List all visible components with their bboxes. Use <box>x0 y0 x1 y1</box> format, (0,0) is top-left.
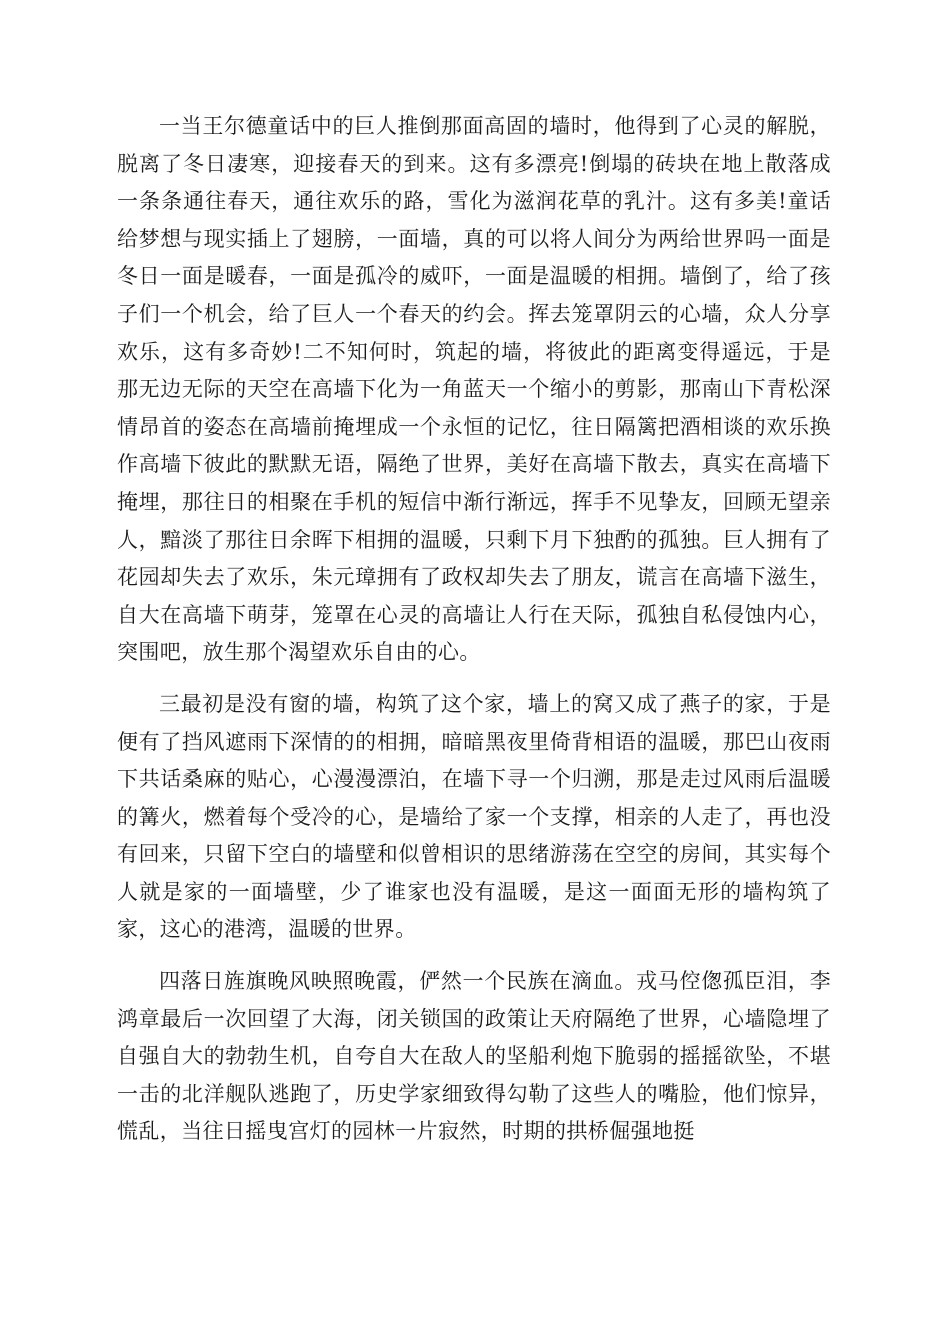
document-body <box>117 108 831 1151</box>
paragraph-2: 三最初是没有窗的墙，构筑了这个家，墙上的窝又成了燕子的家，于是便有了挡风遮雨下深情的的相拥，暗暗黑夜里倚背相语的温暖，那巴山夜雨下共话桑麻的贴心，心漫漫漂泊，在墙下寻一个归溯，那是走过风雨后温暖的篝火，燃着每个受冷的心，是墙给了家一个支撑，相亲的人走了，再也没有回来，只留下空白的墙壁和似曾相识的思绪游荡在空空的房间，其实每个人就是家的一面墙壁，少了谁家也没有温暖，是这一面面无形的墙构筑了家，这心的港湾，温暖的世界。 <box>117 691 831 942</box>
paragraph-1: 一当王尔德童话中的巨人推倒那面高固的墙时，他得到了心灵的解脱，脱离了冬日凄寒，迎接春天的到来。这有多漂亮!倒塌的砖块在地上散落成一条条通往春天，通往欢乐的路，雪化为滋润花草的乳汁。这有多美!童话给梦想与现实插上了翅膀，一面墙，真的可以将人间分为两给世界吗一面是冬日一面是暖春，一面是孤冷的威吓，一面是温暖的相拥。墙倒了，给了孩子们一个机会，给了巨人一个春天的约会。挥去笼罩阴云的心墙，众人分享欢乐，这有多奇妙!二不知何时，筑起的墙，将彼此的距离变得遥远，于是那无边无际的天空在高墙下化为一角蓝天一个缩小的剪影，那南山下青松深情昂首的姿态在高墙前掩埋成一个永恒的记忆，往日隔篱把酒相谈的欢乐换作高墙下彼此的默默无语，隔绝了世界，美好在高墙下散去，真实在高墙下掩埋，那往日的相聚在手机的短信中渐行渐远，挥手不见挚友，回顾无望亲人，黯淡了那往日余晖下相拥的温暖，只剩下月下独酌的孤独。巨人拥有了花园却失去了欢乐，朱元璋拥有了政权却失去了朋友，谎言在高墙下滋生，自大在高墙下萌芽，笼罩在心灵的高墙让人行在天际，孤独自私侵蚀内心，突围吧，放生那个渴望欢乐自由的心。 <box>117 114 831 665</box>
paragraph-3: 四落日旌旗晚风映照晚霞，俨然一个民族在滴血。戎马倥偬孤臣泪，李鸿章最后一次回望了大海，闭关锁国的政策让天府隔绝了世界，心墙隐埋了自强自大的勃勃生机，自夸自大在敌人的坚船利炮下脆弱的摇摇欲坠，不堪一击的北洋舰队逃跑了，历史学家细致得勾勒了这些人的嘴脸，他们惊异，慌乱，当往日摇曳宫灯的园林一片寂然，时期的拱桥倔强地挺 <box>117 969 831 1144</box>
